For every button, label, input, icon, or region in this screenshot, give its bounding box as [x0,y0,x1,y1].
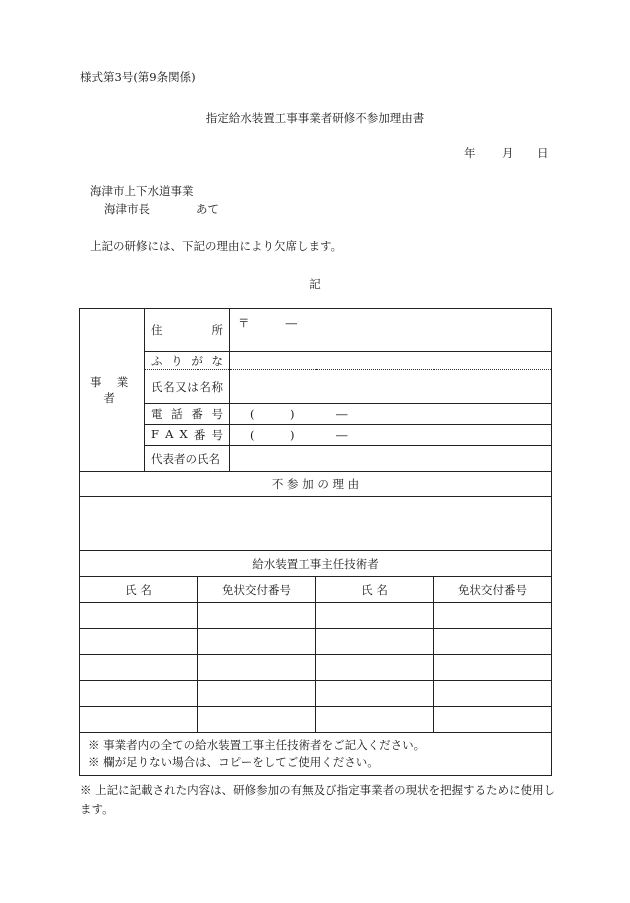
engineer-license-cell[interactable] [434,603,552,629]
notes-cell [80,733,552,776]
furigana-label: ふ り が な [145,352,230,370]
engineer-name-cell[interactable] [316,681,434,707]
engineer-name-cell[interactable] [80,707,198,733]
phone-dash: ― [336,407,348,421]
zip-mark: 〒 [238,316,250,330]
representative-field[interactable] [230,446,552,472]
engineer-name-cell[interactable] [80,655,198,681]
engineer-row [80,603,552,629]
fax-open-paren: ( [250,428,255,442]
note-line: ※ 欄が足りない場合は、コピーをしてご使用ください。 [88,755,379,769]
engineer-name-cell[interactable] [80,603,198,629]
engineers-header: 給水装置工事主任技術者 [80,551,552,577]
engineer-row [80,707,552,733]
col-name-1: 氏 名 [80,577,198,603]
name-label: 氏 名 又 は 名 称 [145,370,230,404]
addressee-org: 海津市上下水道事業 [90,184,194,198]
engineer-license-cell[interactable] [198,603,316,629]
engineer-row [80,629,552,655]
business-group-label: 事 業 者 [80,309,145,472]
addressee-person: 海津市長 [104,202,150,216]
intro-text: 上記の研修には、下記の理由により欠席します。 [90,239,343,253]
engineer-license-cell[interactable] [434,707,552,733]
engineer-name-cell[interactable] [80,681,198,707]
note-line: ※ 事業者内の全ての給水装置工事主任技術者をご記入ください。 [88,738,426,752]
application-form-table [79,308,552,776]
fax-field[interactable] [230,425,552,446]
phone-field[interactable] [230,404,552,425]
address-field[interactable] [230,309,552,352]
phone-label: 電 話 番 号 [145,404,230,425]
address-label: 住 所 [145,309,230,352]
footer-note: ※ 上記に記載された内容は、研修参加の有無及び指定事業者の現状を把握するために使用します。 [80,783,556,816]
zip-dash: ― [285,316,297,330]
engineer-license-cell[interactable] [198,707,316,733]
date-year-label: 年 [464,146,476,160]
engineer-license-cell[interactable] [434,681,552,707]
addressee-suffix: あて [196,202,219,216]
col-name-2: 氏 名 [316,577,434,603]
reason-header: 不 参 加 の 理 由 [80,472,552,497]
col-license-1: 免状交付番号 [198,577,316,603]
furigana-field[interactable] [230,352,552,370]
engineer-name-cell[interactable] [316,707,434,733]
col-license-2: 免状交付番号 [434,577,552,603]
form-number: 様式第3号(第9条関係) [80,70,196,84]
engineer-license-cell[interactable] [434,629,552,655]
engineer-row [80,681,552,707]
engineer-row [80,655,552,681]
engineer-license-cell[interactable] [434,655,552,681]
date-month-label: 月 [502,146,514,160]
engineer-name-cell[interactable] [316,603,434,629]
name-field[interactable] [230,370,552,404]
phone-open-paren: ( [250,407,255,421]
engineer-license-cell[interactable] [198,629,316,655]
engineer-license-cell[interactable] [198,655,316,681]
fax-label: F A X 番 号 [145,425,230,446]
document-title: 指定給水装置工事事業者研修不参加理由書 [205,111,425,125]
engineer-license-cell[interactable] [198,681,316,707]
engineer-name-cell[interactable] [316,629,434,655]
engineer-name-cell[interactable] [80,629,198,655]
ki-heading: 記 [309,277,321,291]
representative-label: 代表者の氏名 [145,446,230,472]
engineer-name-cell[interactable] [316,655,434,681]
fax-dash: ― [336,428,348,442]
phone-close-paren: ) [290,407,295,421]
reason-field[interactable] [80,497,552,551]
date-day-label: 日 [537,146,549,160]
fax-close-paren: ) [290,428,295,442]
